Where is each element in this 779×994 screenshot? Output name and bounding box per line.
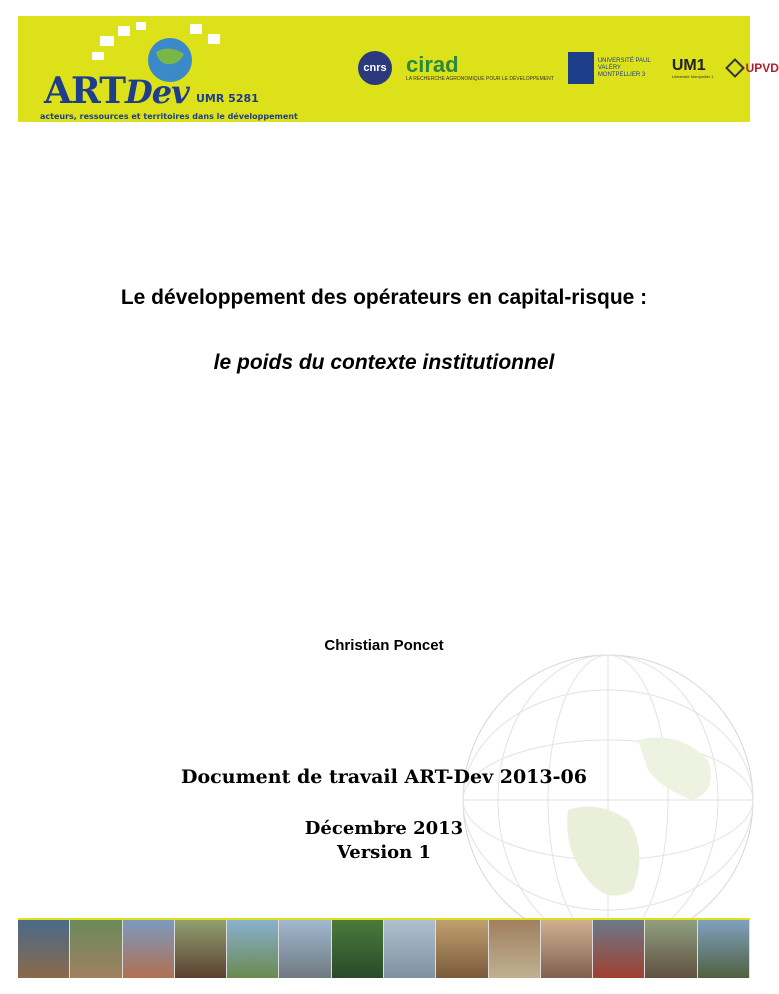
photo-farmer bbox=[436, 920, 488, 978]
photo-train bbox=[593, 920, 645, 978]
photo-people bbox=[70, 920, 122, 978]
header-band bbox=[18, 16, 779, 122]
photo-vehicle bbox=[698, 920, 750, 978]
upvd-logo: UPVD bbox=[728, 61, 779, 75]
document-author: Christian Poncet bbox=[324, 637, 444, 654]
photo-market bbox=[18, 920, 70, 978]
photo-strip bbox=[18, 918, 750, 978]
photo-crowd bbox=[123, 920, 175, 978]
photo-forest bbox=[332, 920, 384, 978]
um1-logo: UM1 Université Montpellier 1 bbox=[671, 56, 714, 79]
photo-city bbox=[279, 920, 331, 978]
document-reference: Document de travail ART-Dev 2013-06 bbox=[181, 766, 587, 788]
cnrs-logo: cnrs bbox=[358, 51, 392, 85]
univ-mark-icon bbox=[568, 52, 594, 84]
document-page bbox=[18, 16, 779, 976]
photo-building bbox=[384, 920, 436, 978]
artdev-logo bbox=[30, 20, 298, 121]
photo-goods bbox=[489, 920, 541, 978]
logo-wordmark: ARTDev bbox=[44, 70, 189, 112]
globe-watermark-icon bbox=[456, 650, 760, 950]
upvd-diamond-icon bbox=[725, 58, 745, 78]
univ-montpellier3-logo: UNIVERSITÉ PAUL VALÉRY MONTPELLIER 3 bbox=[568, 52, 658, 84]
partner-logos bbox=[358, 46, 779, 90]
photo-group bbox=[645, 920, 697, 978]
logo-umr: UMR 5281 bbox=[196, 92, 259, 105]
document-title: Le développement des opérateurs en capital-risque : bbox=[120, 286, 648, 309]
photo-portrait bbox=[175, 920, 227, 978]
document-version: Version 1 bbox=[336, 842, 432, 863]
cirad-logo: cirad LA RECHERCHE AGRONOMIQUE POUR LE DÉVELOPPEMENT bbox=[406, 52, 554, 82]
logo-tagline: acteurs, ressources et territoires dans le développement bbox=[40, 112, 298, 121]
photo-woman bbox=[541, 920, 593, 978]
document-date: Décembre 2013 bbox=[304, 818, 464, 839]
photo-landscape bbox=[227, 920, 279, 978]
document-subtitle: le poids du contexte institutionnel bbox=[213, 351, 555, 374]
